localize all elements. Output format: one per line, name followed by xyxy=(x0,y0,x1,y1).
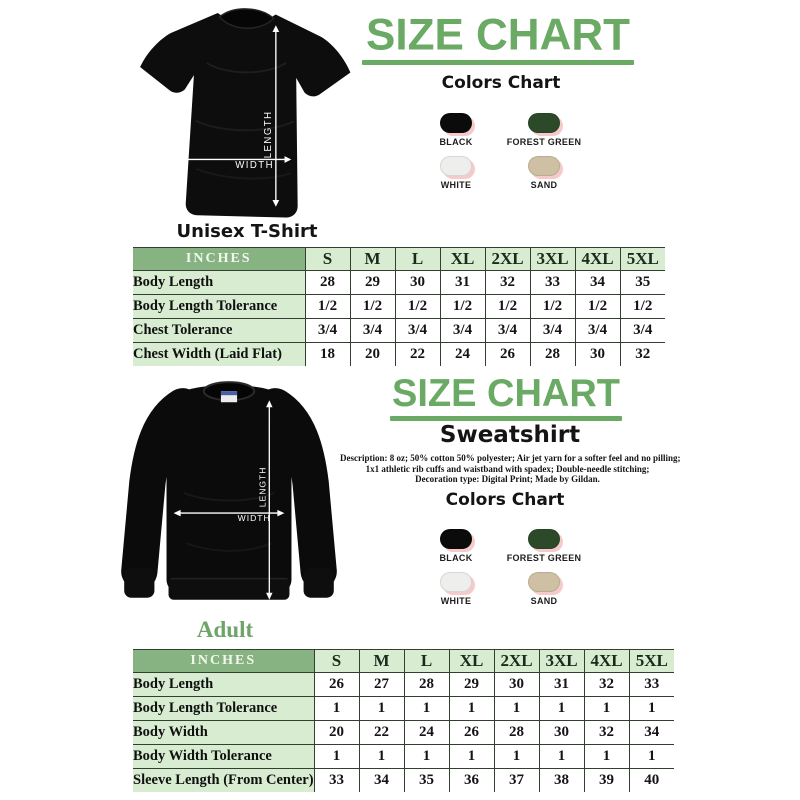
tshirt-image xyxy=(128,6,360,228)
value-cell: 3/4 xyxy=(530,319,575,343)
value-cell: 30 xyxy=(539,721,584,745)
tshirt-silhouette xyxy=(136,11,352,219)
value-cell: 32 xyxy=(620,343,665,367)
value-cell: 28 xyxy=(404,673,449,697)
value-cell: 1 xyxy=(314,697,359,721)
value-cell: 30 xyxy=(494,673,539,697)
size-header-cell: L xyxy=(404,650,449,673)
row-label-cell: Body Width Tolerance xyxy=(133,745,314,769)
value-cell: 3/4 xyxy=(485,319,530,343)
value-cell: 1 xyxy=(404,697,449,721)
value-cell: 26 xyxy=(314,673,359,697)
value-cell: 26 xyxy=(485,343,530,367)
value-cell: 3/4 xyxy=(620,319,665,343)
size-header-cell: 4XL xyxy=(584,650,629,673)
value-cell: 29 xyxy=(449,673,494,697)
swatch-label: BLACK xyxy=(439,137,473,147)
sweatshirt-size-table xyxy=(133,649,674,792)
sweatshirt-color-swatches xyxy=(412,529,588,606)
swatch-label: FOREST GREEN xyxy=(506,137,582,147)
sweatshirt-length-label: LENGTH xyxy=(257,466,268,508)
table-row xyxy=(133,697,674,721)
value-cell: 34 xyxy=(359,769,404,793)
value-cell: 1 xyxy=(404,745,449,769)
tshirt-color-swatches xyxy=(412,113,588,190)
value-cell: 26 xyxy=(449,721,494,745)
size-header-cell: 3XL xyxy=(539,650,584,673)
swatch-pill xyxy=(440,113,472,133)
value-cell: 1 xyxy=(584,697,629,721)
swatch-color xyxy=(528,572,560,592)
row-label-cell: Chest Tolerance xyxy=(133,319,305,343)
row-label-cell: Body Length xyxy=(133,271,305,295)
tshirt-figure-caption: Unisex T-Shirt xyxy=(176,221,318,242)
swatch-label: BLACK xyxy=(439,553,473,563)
table-header-row xyxy=(133,248,665,271)
tshirt-size-chart-title: SIZE CHART xyxy=(366,9,630,60)
value-cell: 1 xyxy=(359,697,404,721)
value-cell: 27 xyxy=(359,673,404,697)
inches-header-cell: INCHES xyxy=(133,248,305,271)
size-header-cell: M xyxy=(359,650,404,673)
size-header-cell: S xyxy=(305,248,350,271)
sweatshirt-title-block xyxy=(371,374,641,421)
swatch-color xyxy=(528,529,560,549)
table-row xyxy=(133,673,674,697)
title-underline xyxy=(362,60,634,65)
row-label-cell: Body Length Tolerance xyxy=(133,295,305,319)
value-cell: 1/2 xyxy=(395,295,440,319)
value-cell: 34 xyxy=(629,721,674,745)
sweatshirt-figure-caption: Adult xyxy=(196,617,254,642)
color-swatch-sand xyxy=(528,572,560,606)
color-swatch-white xyxy=(440,572,472,606)
value-cell: 20 xyxy=(314,721,359,745)
row-label-cell: Body Length xyxy=(133,673,314,697)
value-cell: 1 xyxy=(449,745,494,769)
row-label-cell: Body Width xyxy=(133,721,314,745)
value-cell: 1/2 xyxy=(530,295,575,319)
size-header-cell: XL xyxy=(449,650,494,673)
sweatshirt-figure xyxy=(98,372,360,630)
swatch-pill xyxy=(528,572,560,592)
sweatshirt-width-label: WIDTH xyxy=(237,513,271,524)
description-line: 1x1 athletic rib cuffs and waistband with spadex; Double-needle stitching; xyxy=(365,463,650,474)
swatch-pill xyxy=(528,156,560,176)
value-cell: 1 xyxy=(449,697,494,721)
value-cell: 1/2 xyxy=(350,295,395,319)
swatch-pill xyxy=(440,529,472,549)
value-cell: 1 xyxy=(584,745,629,769)
value-cell: 24 xyxy=(440,343,485,367)
value-cell: 1 xyxy=(629,745,674,769)
size-header-cell: 2XL xyxy=(485,248,530,271)
value-cell: 1 xyxy=(539,745,584,769)
value-cell: 1/2 xyxy=(305,295,350,319)
table-row xyxy=(133,721,674,745)
value-cell: 28 xyxy=(530,343,575,367)
size-header-cell: 5XL xyxy=(629,650,674,673)
value-cell: 32 xyxy=(584,721,629,745)
value-cell: 40 xyxy=(629,769,674,793)
value-cell: 22 xyxy=(359,721,404,745)
row-label-cell: Chest Width (Laid Flat) xyxy=(133,343,305,367)
size-header-cell: 3XL xyxy=(530,248,575,271)
swatch-label: FOREST GREEN xyxy=(506,553,582,563)
sweatshirt-image xyxy=(98,372,360,630)
value-cell: 3/4 xyxy=(395,319,440,343)
value-cell: 1/2 xyxy=(575,295,620,319)
tshirt-figure xyxy=(128,6,360,228)
swatch-color xyxy=(528,113,560,133)
description-line: Decoration type: Digital Print; Made by Gildan. xyxy=(415,474,600,484)
tshirt-title-block xyxy=(358,9,638,65)
value-cell: 1/2 xyxy=(485,295,530,319)
size-header-cell: 5XL xyxy=(620,248,665,271)
sweatshirt-size-chart-title: SIZE CHART xyxy=(392,372,620,416)
swatch-color xyxy=(440,156,472,176)
swatch-color xyxy=(440,529,472,549)
color-swatch-black xyxy=(440,113,473,147)
sweatshirt-cuff xyxy=(124,568,154,598)
value-cell: 33 xyxy=(530,271,575,295)
table-row xyxy=(133,745,674,769)
table-row xyxy=(133,271,665,295)
value-cell: 35 xyxy=(404,769,449,793)
swatch-pill xyxy=(528,529,560,549)
value-cell: 38 xyxy=(539,769,584,793)
tshirt-length-label: LENGTH xyxy=(263,110,275,159)
value-cell: 35 xyxy=(620,271,665,295)
sweatshirt-subtitle: Sweatshirt xyxy=(439,422,581,448)
value-cell: 3/4 xyxy=(575,319,620,343)
table-header-row xyxy=(133,650,674,673)
color-swatch-forest-green xyxy=(507,113,582,147)
color-swatch-forest-green xyxy=(507,529,582,563)
value-cell: 1 xyxy=(494,745,539,769)
swatch-label: WHITE xyxy=(440,596,472,606)
row-label-cell: Sleeve Length (From Center) xyxy=(133,769,314,793)
value-cell: 33 xyxy=(629,673,674,697)
tshirt-colors-chart-label: Colors Chart xyxy=(441,73,561,93)
swatch-color xyxy=(440,572,472,592)
sweatshirt-colors-chart-label: Colors Chart xyxy=(445,490,565,510)
value-cell: 31 xyxy=(440,271,485,295)
tshirt-width-label: WIDTH xyxy=(235,160,275,172)
table-row xyxy=(133,319,665,343)
size-header-cell: S xyxy=(314,650,359,673)
swatch-label: SAND xyxy=(530,180,558,190)
value-cell: 30 xyxy=(395,271,440,295)
value-cell: 1 xyxy=(539,697,584,721)
swatch-color xyxy=(440,113,472,133)
swatch-pill xyxy=(528,113,560,133)
color-swatch-white xyxy=(440,156,472,190)
swatch-label: SAND xyxy=(530,596,558,606)
swatch-pill xyxy=(440,572,472,592)
value-cell: 29 xyxy=(350,271,395,295)
value-cell: 34 xyxy=(575,271,620,295)
value-cell: 1/2 xyxy=(440,295,485,319)
size-header-cell: XL xyxy=(440,248,485,271)
inches-header-cell: INCHES xyxy=(133,650,314,673)
value-cell: 3/4 xyxy=(350,319,395,343)
value-cell: 1 xyxy=(359,745,404,769)
value-cell: 22 xyxy=(395,343,440,367)
swatch-pill xyxy=(440,156,472,176)
value-cell: 18 xyxy=(305,343,350,367)
value-cell: 33 xyxy=(314,769,359,793)
row-label-cell: Body Length Tolerance xyxy=(133,697,314,721)
value-cell: 1 xyxy=(629,697,674,721)
value-cell: 28 xyxy=(494,721,539,745)
value-cell: 1 xyxy=(314,745,359,769)
value-cell: 24 xyxy=(404,721,449,745)
table-row xyxy=(133,343,665,367)
value-cell: 3/4 xyxy=(440,319,485,343)
value-cell: 1/2 xyxy=(620,295,665,319)
tshirt-size-table xyxy=(133,247,665,366)
description-line: Description: 8 oz; 50% cotton 50% polyester; Air jet yarn for a softer feel and no pilling; xyxy=(340,453,681,463)
size-header-cell: 4XL xyxy=(575,248,620,271)
color-swatch-black xyxy=(440,529,473,563)
value-cell: 32 xyxy=(485,271,530,295)
value-cell: 3/4 xyxy=(305,319,350,343)
size-header-cell: 2XL xyxy=(494,650,539,673)
swatch-label: WHITE xyxy=(440,180,472,190)
value-cell: 1 xyxy=(494,697,539,721)
color-swatch-sand xyxy=(528,156,560,190)
value-cell: 39 xyxy=(584,769,629,793)
value-cell: 32 xyxy=(584,673,629,697)
size-header-cell: M xyxy=(350,248,395,271)
sweatshirt-waistband xyxy=(169,578,290,600)
value-cell: 37 xyxy=(494,769,539,793)
value-cell: 36 xyxy=(449,769,494,793)
sweatshirt-description xyxy=(340,453,681,485)
value-cell: 31 xyxy=(539,673,584,697)
value-cell: 20 xyxy=(350,343,395,367)
size-header-cell: L xyxy=(395,248,440,271)
swatch-color xyxy=(528,156,560,176)
value-cell: 28 xyxy=(305,271,350,295)
table-row xyxy=(133,769,674,793)
value-cell: 30 xyxy=(575,343,620,367)
neck-tag xyxy=(221,391,237,402)
table-row xyxy=(133,295,665,319)
sweatshirt-cuff xyxy=(304,568,334,598)
